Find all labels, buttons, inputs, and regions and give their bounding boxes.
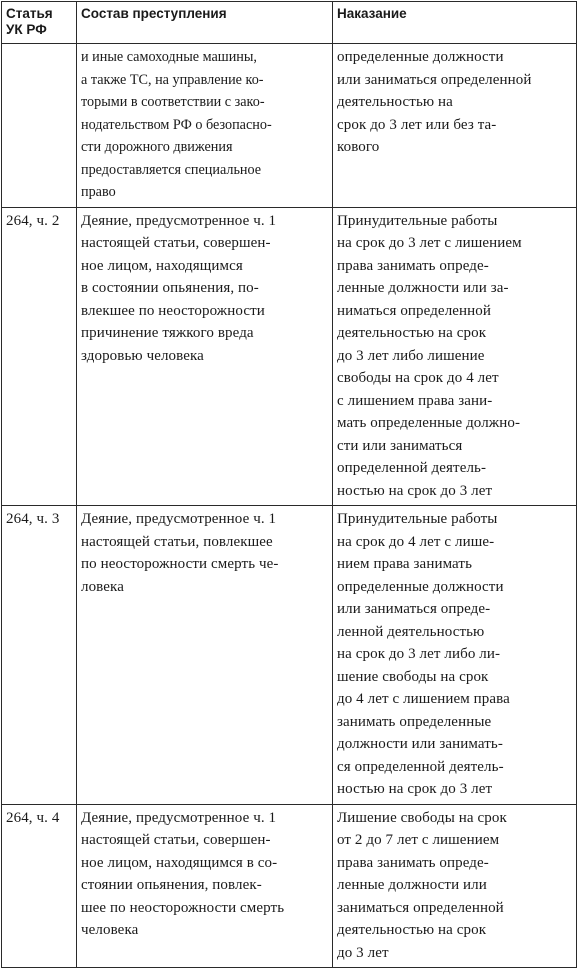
text-line: торыми в соответствии с зако- [81, 94, 265, 110]
text-line: и иные самоходные машины, [81, 49, 257, 65]
text-line: определенные должности [337, 49, 504, 65]
text-line: до 4 лет с лишением права [337, 691, 510, 707]
text-line: Лишение свободы на срок [337, 809, 507, 826]
text-line: на срок до 3 лет либо ли- [337, 646, 501, 662]
text-line: по неосторожности смерть че- [81, 556, 279, 572]
text-line: ловека [81, 578, 124, 595]
text-line: от 2 до 7 лет с лишением [337, 832, 500, 848]
punishment-cell [333, 44, 577, 208]
article-cell: 264, ч. 2 [2, 207, 77, 506]
text-line: до 3 лет либо лишение [337, 347, 485, 364]
text-line: свободы на срок до 4 лет [337, 370, 499, 386]
text-line: а также ТС, на управление ко- [81, 71, 264, 88]
text-line: предоставляется специальное [81, 161, 262, 178]
header-punishment: Наказание [333, 2, 577, 44]
text-line: ное лицом, находящимся [81, 257, 243, 274]
text-line: шее по неосторожности смерть [81, 899, 285, 916]
crime-cell [77, 506, 333, 805]
text-line: в состоянии опьянения, по- [81, 280, 259, 296]
punishment-cell [333, 207, 577, 506]
header-article-line: Статья [6, 6, 53, 21]
text-line: с лишением права зани- [337, 392, 493, 409]
text-line: деятельностью на [337, 94, 453, 110]
text-line: нодательством РФ о безопасно- [81, 116, 272, 133]
text-line: определенной деятель- [337, 460, 487, 476]
text-line: ленные должности или [337, 877, 487, 893]
article-cell: 264, ч. 4 [2, 804, 77, 968]
header-article [2, 2, 77, 44]
text-line: кового [337, 139, 380, 155]
text-line: Деяние, предусмотренное ч. 1 [81, 809, 277, 826]
text-line: Деяние, предусмотренное ч. 1 [81, 212, 277, 229]
text-line: нием права занимать [337, 556, 473, 572]
text-line: Деяние, предусмотренное ч. 1 [81, 511, 277, 527]
text-line: на срок до 3 лет с лишением [337, 235, 522, 251]
text-line: права занимать опреде- [337, 854, 489, 871]
text-line: мать определенные должно- [337, 415, 521, 431]
text-line: ниматься определенной [337, 302, 492, 319]
text-line: ное лицом, находящимся в со- [81, 854, 278, 871]
text-line: шение свободы на срок [337, 668, 489, 685]
text-line: деятельностью на срок [337, 922, 487, 938]
text-line: занимать определенные [337, 713, 492, 730]
text-line: срок до 3 лет или без та- [337, 116, 497, 133]
text-line: стоянии опьянения, повлек- [81, 877, 262, 893]
text-line: заниматься определенной [337, 899, 504, 916]
table-row [2, 44, 577, 208]
article-cell [2, 44, 77, 208]
text-line: ленной деятельностью [337, 623, 485, 640]
crime-cell [77, 44, 333, 208]
crime-cell [77, 804, 333, 968]
text-line: настоящей статьи, повлекшее [81, 533, 273, 550]
table-row [2, 506, 577, 805]
text-line: ностью на срок до 3 лет [337, 482, 493, 499]
criminal-code-table [1, 1, 577, 968]
text-line: право [81, 184, 116, 200]
text-line: определенные должности [337, 578, 504, 595]
text-line: настоящей статьи, совершен- [81, 235, 271, 251]
text-line: на срок до 4 лет с лише- [337, 533, 495, 550]
text-line: здоровью человека [81, 347, 204, 364]
text-line: ленные должности или за- [337, 280, 509, 296]
crime-cell [77, 207, 333, 506]
table-header-row [2, 2, 577, 44]
header-article-line: УК РФ [6, 22, 47, 37]
punishment-cell [333, 804, 577, 968]
table-row [2, 804, 577, 968]
text-line: до 3 лет [337, 944, 389, 961]
table-row [2, 207, 577, 506]
text-line: настоящей статьи, совершен- [81, 832, 271, 848]
text-line: причинение тяжкого вреда [81, 325, 254, 341]
text-line: Принудительные работы [337, 212, 498, 229]
header-crime: Состав преступления [77, 2, 333, 44]
text-line: должности или занимать- [337, 736, 503, 752]
text-line: права занимать опреде- [337, 257, 489, 274]
text-line: или заниматься опреде- [337, 601, 491, 617]
text-line: влекшее по неосторожности [81, 302, 265, 319]
punishment-cell [333, 506, 577, 805]
text-line: ся определенной деятель- [337, 758, 504, 775]
text-line: сти дорожного движения [81, 139, 233, 155]
text-line: деятельностью на срок [337, 325, 487, 341]
article-cell: 264, ч. 3 [2, 506, 77, 805]
text-line: человека [81, 922, 139, 938]
text-line: сти или заниматься [337, 437, 463, 454]
text-line: ностью на срок до 3 лет [337, 781, 493, 797]
text-line: Принудительные работы [337, 511, 498, 527]
text-line: или заниматься определенной [337, 71, 532, 88]
